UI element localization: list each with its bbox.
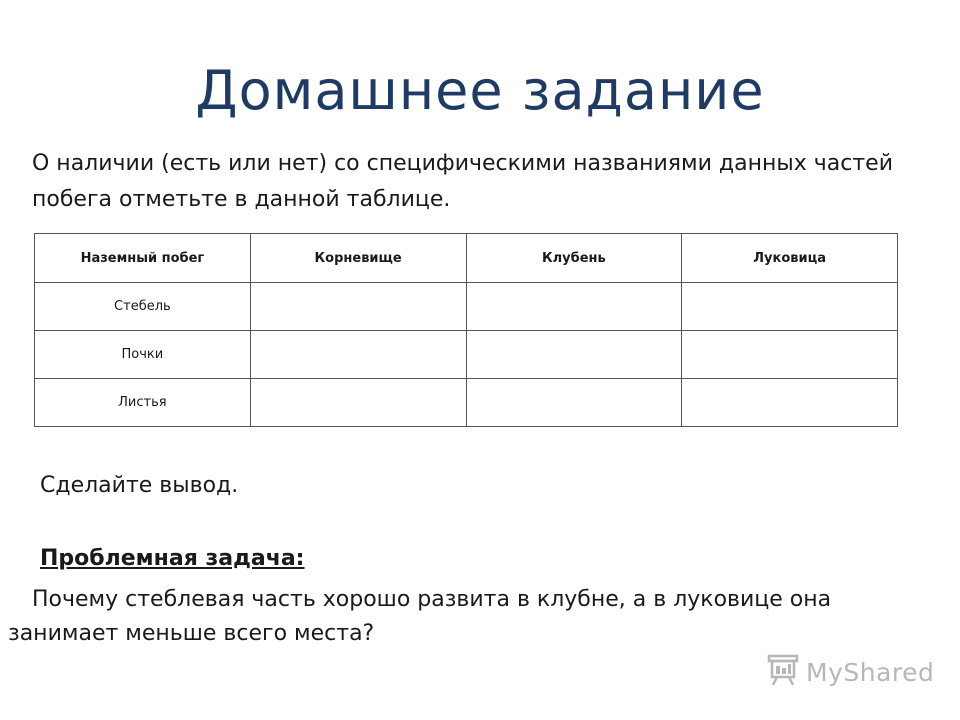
column-header-tuber: Клубень xyxy=(466,234,682,283)
problem-heading: Проблемная задача: xyxy=(40,546,305,571)
slide-title: Домашнее задание xyxy=(195,59,765,122)
table-row xyxy=(35,379,898,427)
intro-text: О наличии (есть или нет) со специфическими названиями данных частей побега отметьте в данной таблице. xyxy=(32,151,893,212)
row-label-stem: Стебель xyxy=(35,283,251,331)
table-cell[interactable] xyxy=(682,331,898,379)
table-cell[interactable] xyxy=(466,283,682,331)
table-cell[interactable] xyxy=(250,283,466,331)
column-header-rhizome: Корневище xyxy=(250,234,466,283)
watermark-text: MyShared xyxy=(806,657,935,687)
table-cell[interactable] xyxy=(250,331,466,379)
row-label-leaves: Листья xyxy=(35,379,251,427)
table-cell[interactable] xyxy=(466,331,682,379)
table-header-row xyxy=(35,234,898,283)
table-row xyxy=(35,331,898,379)
problem-text: Почему стеблевая часть хорошо развита в клубне, а в луковице она занимает меньше всего места? xyxy=(8,587,832,646)
table-cell[interactable] xyxy=(466,379,682,427)
myshared-watermark xyxy=(766,654,934,690)
conclusion-text: Сделайте вывод. xyxy=(40,473,239,498)
row-label-buds: Почки xyxy=(35,331,251,379)
table-cell[interactable] xyxy=(682,283,898,331)
table-cell[interactable] xyxy=(682,379,898,427)
table-cell[interactable] xyxy=(250,379,466,427)
presentation-board-icon xyxy=(766,654,800,690)
column-header-bulb: Луковица xyxy=(682,234,898,283)
column-header-ground-shoot: Наземный побег xyxy=(35,234,251,283)
table-row xyxy=(35,283,898,331)
shoot-parts-table xyxy=(34,233,898,427)
